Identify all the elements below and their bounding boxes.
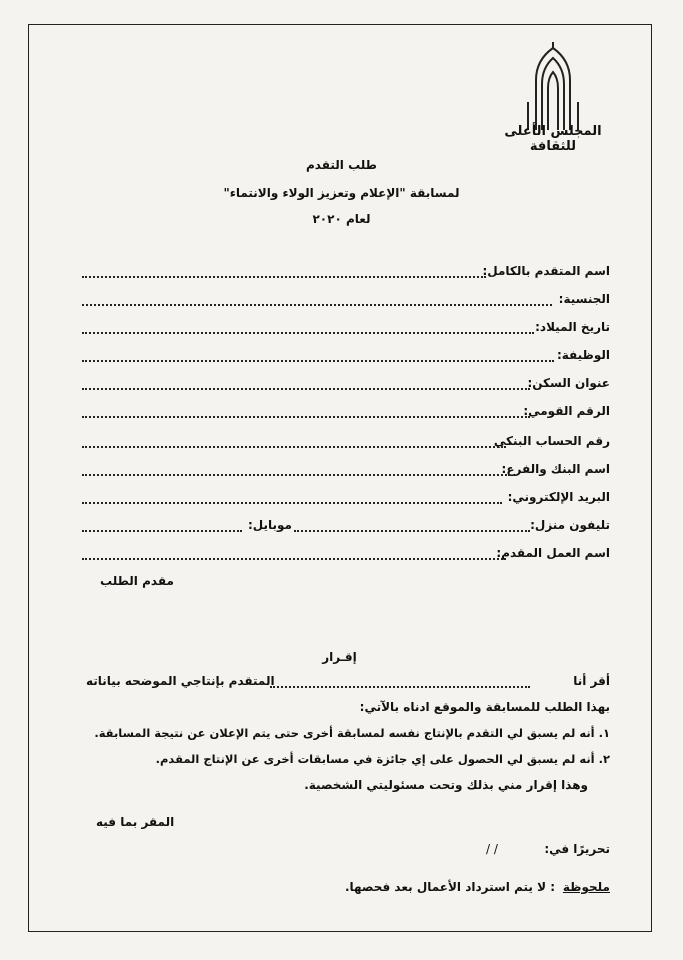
dotted-line: [82, 332, 534, 334]
dotted-line: [294, 530, 530, 532]
dotted-line: [82, 558, 506, 560]
field-label: عنوان السكن:: [527, 376, 610, 390]
field-full-name[interactable]: [82, 264, 610, 284]
form-year: لعام ٢٠٢٠: [312, 212, 371, 226]
field-label: الوظيفة:: [556, 348, 610, 362]
signer-label: المقر بما فيه: [96, 815, 175, 829]
mobile-label: موبايل:: [248, 518, 292, 532]
field-label: اسم العمل المقدم:: [496, 546, 610, 560]
dotted-line: [82, 446, 506, 448]
field-bank-branch[interactable]: [82, 462, 610, 482]
applicant-label: مقدم الطلب: [100, 574, 174, 588]
note-text: : لا يتم استرداد الأعمال بعد فحصها.: [344, 880, 555, 894]
field-phone[interactable]: [82, 518, 610, 538]
dome-icon: [498, 40, 608, 130]
declaration-closing: وهذا إقرار مني بذلك وتحت مسئوليتي الشخصية.: [304, 778, 588, 792]
field-address[interactable]: [82, 376, 610, 396]
field-email[interactable]: [82, 490, 610, 510]
field-label: الجنسية:: [558, 292, 610, 306]
dotted-line: [82, 304, 552, 306]
declaration-line2: بهذا الطلب للمسابقة والموقع ادناه بالآتي:: [359, 700, 610, 714]
date-label: تحريرًا في:: [544, 842, 610, 856]
field-label: تاريخ الميلاد:: [535, 320, 610, 334]
dotted-line: [270, 686, 530, 688]
dotted-line: [82, 530, 242, 532]
declaration-item2: ٢. أنه لم يسبق لي الحصول على إي جائزة في مسابقات أخرى عن الإنتاج المقدم.: [155, 752, 610, 766]
field-birth-date[interactable]: [82, 320, 610, 340]
field-bank-account[interactable]: [82, 434, 610, 454]
field-work-title[interactable]: [82, 546, 610, 566]
dotted-line: [82, 276, 486, 278]
form-subtitle: لمسابقة "الإعلام وتعزيز الولاء والانتماء": [223, 186, 460, 200]
field-national-id[interactable]: [82, 404, 610, 424]
field-label: اسم المتقدم بالكامل:: [482, 264, 610, 278]
declaration-line1-end: المتقدم بإنتاجي الموضحه بياناته: [86, 674, 275, 688]
field-label: اسم البنك والفرع:: [501, 462, 610, 476]
field-job[interactable]: [82, 348, 610, 368]
declaration-line1-start: أقر أنا: [573, 674, 610, 688]
declaration-item1: ١. أنه لم يسبق لي التقدم بالإنتاج نفسه لمسابقة أخرى حتى يتم الإعلان عن نتيجة المسابقة.: [94, 726, 610, 740]
dotted-line: [82, 502, 502, 504]
field-label: رقم الحساب البنكي: [493, 434, 610, 448]
dotted-line: [82, 474, 510, 476]
dotted-line: [82, 388, 530, 390]
field-label: تليفون منزل:: [530, 518, 610, 532]
field-nationality[interactable]: [82, 292, 610, 312]
field-label: الرقم القومي:: [523, 404, 610, 418]
field-label: البريد الإلكتروني:: [507, 490, 610, 504]
dotted-line: [82, 416, 530, 418]
date-slashes: / /: [486, 842, 498, 856]
dotted-line: [82, 360, 554, 362]
council-logo: [498, 40, 608, 154]
form-title: طلب التقدم: [306, 158, 377, 172]
logo-text: المجلس الأعلى للثقافة: [504, 124, 602, 154]
note-label: ملحوظة: [562, 880, 610, 894]
declaration-title: إقـرار: [322, 650, 357, 664]
